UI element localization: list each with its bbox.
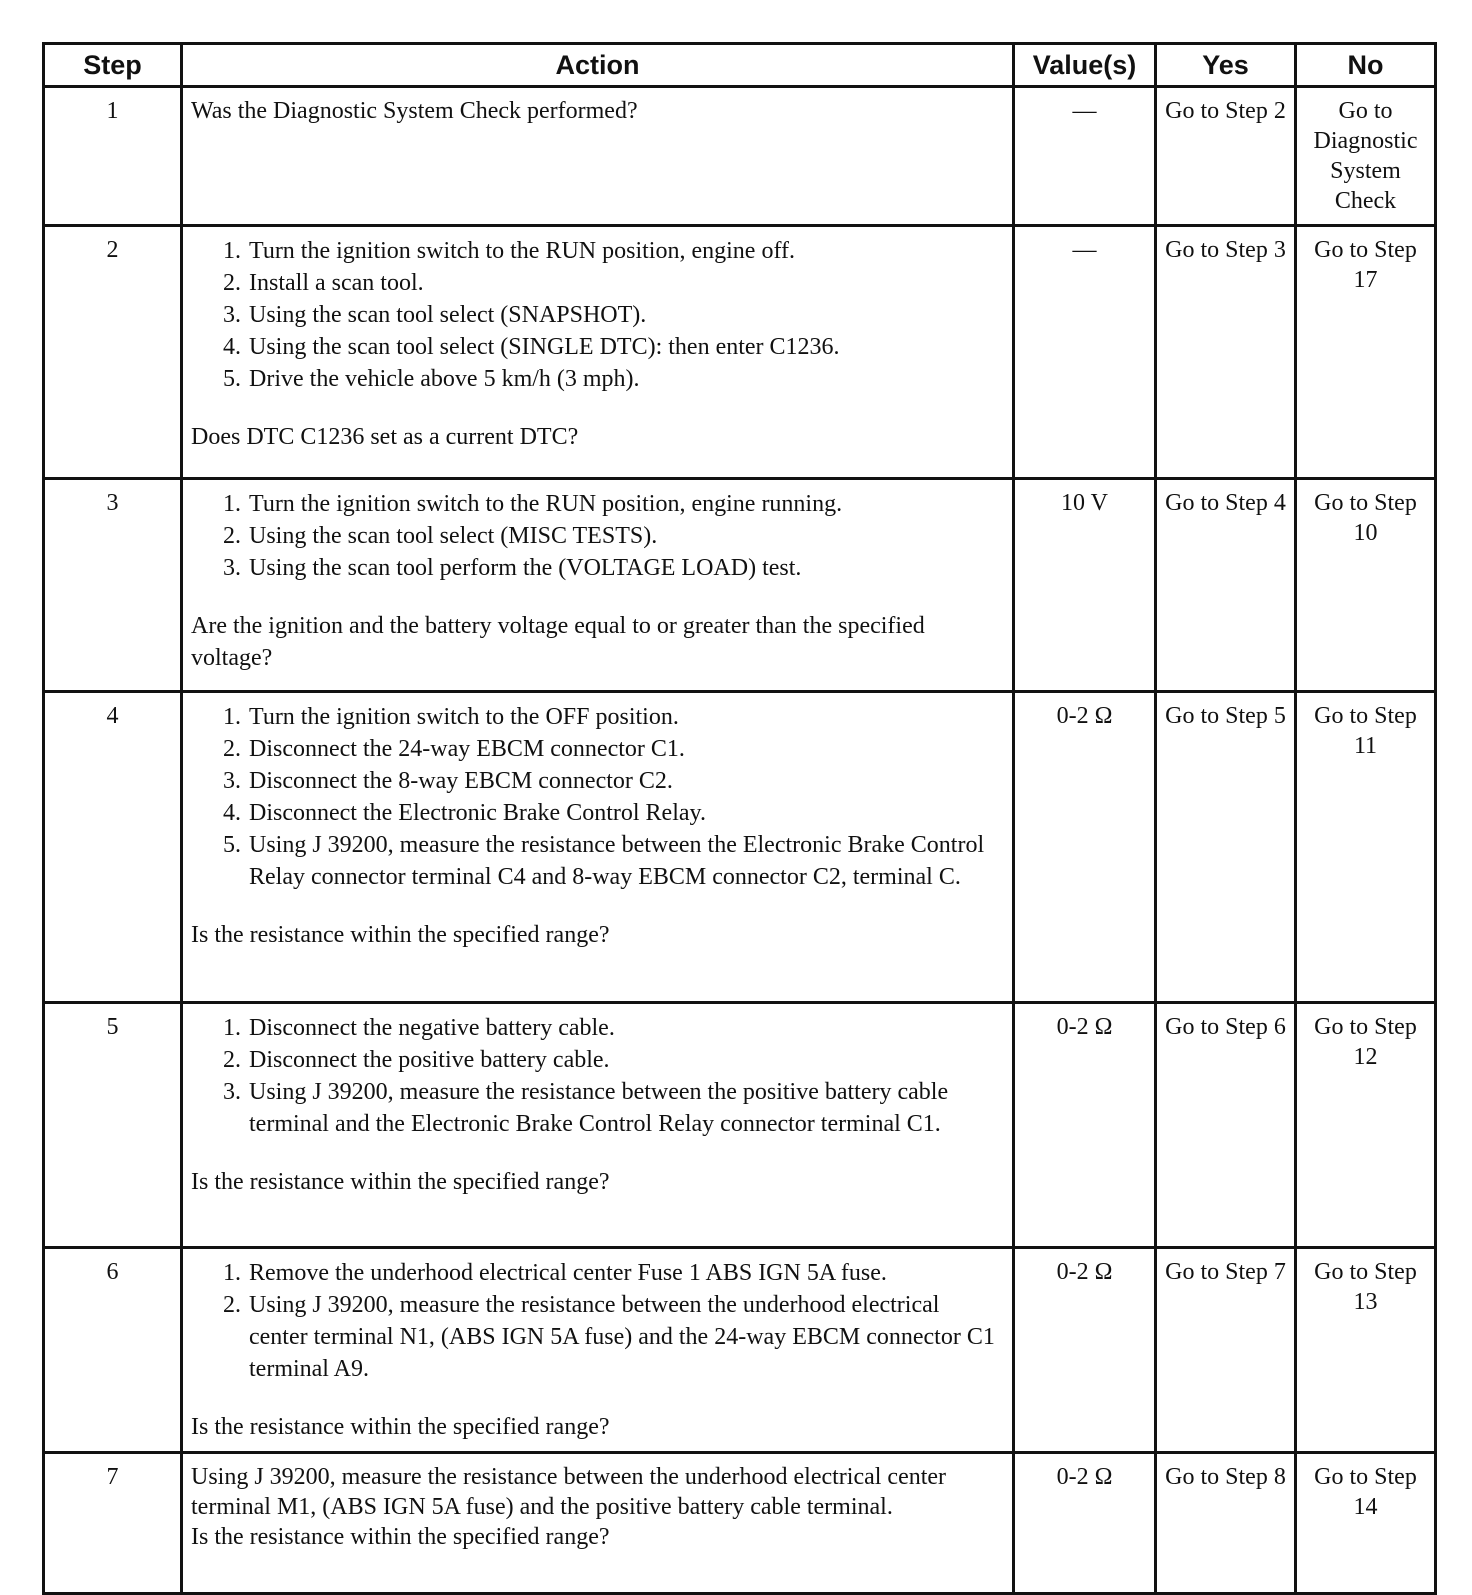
action-step: 1. Turn the ignition switch to the RUN position, engine running. — [247, 488, 1004, 520]
action-step: 4. Using the scan tool select (SINGLE DTC): then enter C1236. — [247, 331, 1004, 363]
value-cell: — — [1014, 87, 1156, 226]
yes-cell: Go to Step 5 — [1156, 692, 1296, 1003]
step-number: 1 — [44, 87, 182, 226]
yes-cell: Go to Step 7 — [1156, 1248, 1296, 1453]
table-row — [44, 1248, 1436, 1453]
header-yes: Yes — [1156, 44, 1296, 87]
action-step: 3. Using J 39200, measure the resistance between the positive battery cable terminal and the Electronic Brake Control Relay connector terminal C1. — [247, 1076, 1004, 1140]
action-question: Was the Diagnostic System Check performed? — [191, 98, 638, 124]
value-cell: 0-2 Ω — [1014, 1003, 1156, 1248]
value-cell: 0-2 Ω — [1014, 692, 1156, 1003]
action-question: Are the ignition and the battery voltage equal to or greater than the specified voltage? — [191, 613, 925, 671]
diagnostic-table — [42, 42, 1437, 1595]
step-number: 4 — [44, 692, 182, 1003]
table-row — [44, 1003, 1436, 1248]
table-row — [44, 1453, 1436, 1594]
action-step: 1. Turn the ignition switch to the OFF position. — [247, 701, 1004, 733]
header-row — [44, 44, 1436, 87]
action-steps-list — [191, 701, 1004, 893]
header-values: Value(s) — [1014, 44, 1156, 87]
no-cell: Go to Step 12 — [1296, 1003, 1436, 1248]
action-step: 2. Using the scan tool select (MISC TESTS). — [247, 520, 1004, 552]
value-cell: 0-2 Ω — [1014, 1248, 1156, 1453]
step-number: 3 — [44, 479, 182, 692]
action-steps-list — [191, 488, 1004, 584]
yes-cell: Go to Step 6 — [1156, 1003, 1296, 1248]
action-question: Is the resistance within the specified range? — [191, 1414, 610, 1440]
no-cell: Go to Step 10 — [1296, 479, 1436, 692]
action-steps-list — [191, 1257, 1004, 1385]
action-step: 3. Using the scan tool select (SNAPSHOT). — [247, 299, 1004, 331]
no-cell: Go to Step 13 — [1296, 1248, 1436, 1453]
header-no: No — [1296, 44, 1436, 87]
step-number: 7 — [44, 1453, 182, 1594]
action-step: 2. Disconnect the 24-way EBCM connector C1. — [247, 733, 1004, 765]
yes-cell: Go to Step 2 — [1156, 87, 1296, 226]
table-row — [44, 479, 1436, 692]
no-cell: Go to Step 17 — [1296, 226, 1436, 479]
step-number: 2 — [44, 226, 182, 479]
action-cell — [182, 87, 1014, 226]
yes-cell: Go to Step 8 — [1156, 1453, 1296, 1594]
no-cell: Go to Step 14 — [1296, 1453, 1436, 1594]
action-steps-list — [191, 1012, 1004, 1140]
action-cell — [182, 692, 1014, 1003]
no-cell: Go to Diagnostic System Check — [1296, 87, 1436, 226]
action-step: 5. Drive the vehicle above 5 km/h (3 mph). — [247, 363, 1004, 395]
table-row — [44, 87, 1436, 226]
action-question: Does DTC C1236 set as a current DTC? — [191, 424, 579, 450]
action-steps-list — [191, 235, 1004, 395]
step-number: 5 — [44, 1003, 182, 1248]
action-step: 2. Using J 39200, measure the resistance between the underhood electrical center terminal N1, (ABS IGN 5A fuse) and the 24-way EBCM connector C1 terminal A9. — [247, 1289, 1004, 1385]
action-question: Is the resistance within the specified range? — [191, 1524, 610, 1550]
value-cell: 0-2 Ω — [1014, 1453, 1156, 1594]
action-question: Is the resistance within the specified range? — [191, 1169, 610, 1195]
yes-cell: Go to Step 3 — [1156, 226, 1296, 479]
action-cell — [182, 479, 1014, 692]
action-cell — [182, 1453, 1014, 1594]
action-step: 3. Using the scan tool perform the (VOLTAGE LOAD) test. — [247, 552, 1004, 584]
action-step: 1. Turn the ignition switch to the RUN position, engine off. — [247, 235, 1004, 267]
value-cell: — — [1014, 226, 1156, 479]
action-cell — [182, 1248, 1014, 1453]
header-action: Action — [182, 44, 1014, 87]
action-step: 4. Disconnect the Electronic Brake Control Relay. — [247, 797, 1004, 829]
action-step: 1. Remove the underhood electrical center Fuse 1 ABS IGN 5A fuse. — [247, 1257, 1004, 1289]
action-cell — [182, 1003, 1014, 1248]
table-row — [44, 226, 1436, 479]
action-step: 5. Using J 39200, measure the resistance between the Electronic Brake Control Relay connector terminal C4 and 8-way EBCM connector C2, terminal C. — [247, 829, 1004, 893]
action-instruction: Using J 39200, measure the resistance between the underhood electrical center terminal M1, (ABS IGN 5A fuse) and the positive battery cable terminal. — [191, 1464, 947, 1520]
action-step: 3. Disconnect the 8-way EBCM connector C2. — [247, 765, 1004, 797]
no-cell: Go to Step 11 — [1296, 692, 1436, 1003]
header-step: Step — [44, 44, 182, 87]
action-cell — [182, 226, 1014, 479]
yes-cell: Go to Step 4 — [1156, 479, 1296, 692]
step-number: 6 — [44, 1248, 182, 1453]
action-step: 1. Disconnect the negative battery cable. — [247, 1012, 1004, 1044]
table-row — [44, 692, 1436, 1003]
action-step: 2. Disconnect the positive battery cable. — [247, 1044, 1004, 1076]
action-step: 2. Install a scan tool. — [247, 267, 1004, 299]
action-question: Is the resistance within the specified range? — [191, 922, 610, 948]
value-cell: 10 V — [1014, 479, 1156, 692]
